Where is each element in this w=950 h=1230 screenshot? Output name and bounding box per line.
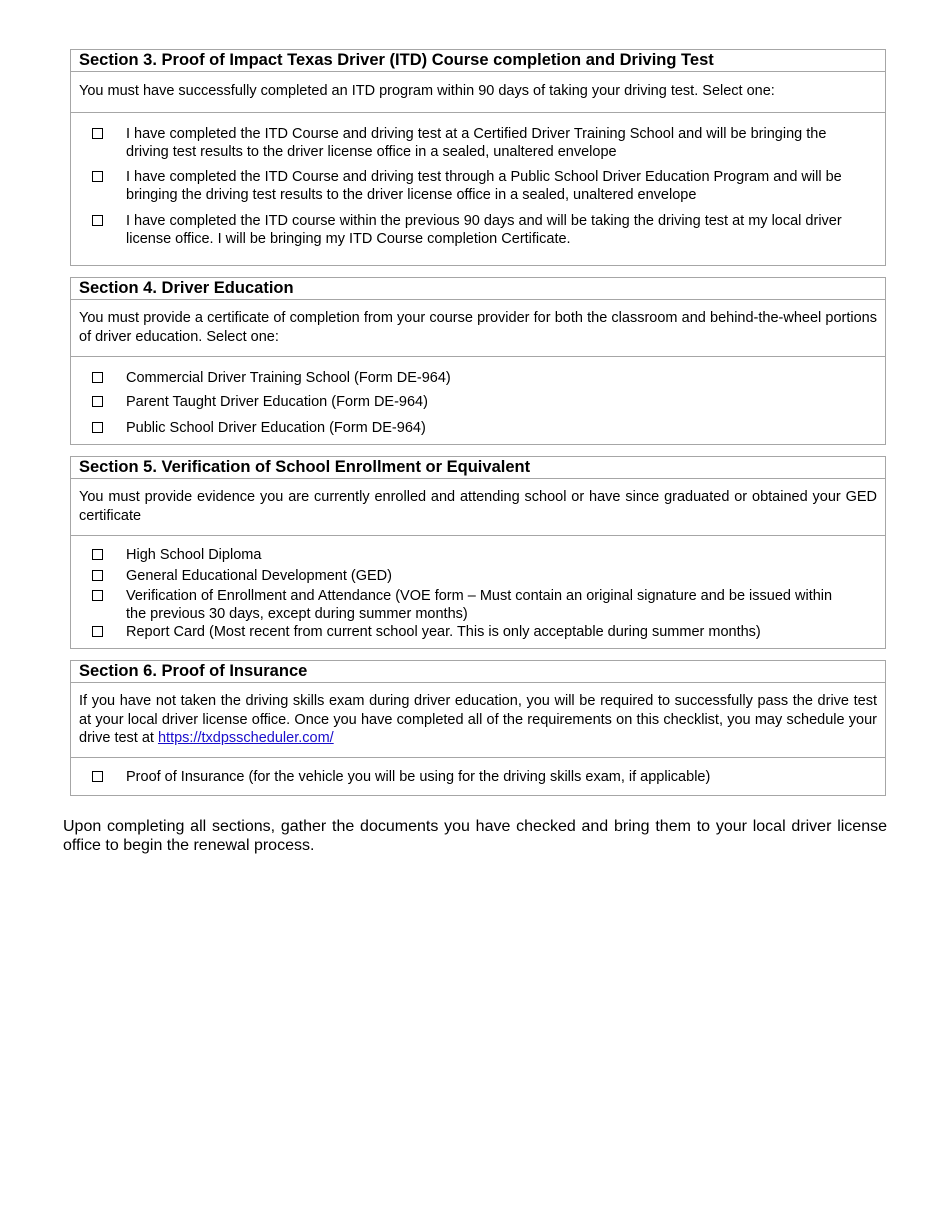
section-6-title: Section 6. Proof of Insurance — [71, 661, 885, 683]
checkbox[interactable] — [92, 215, 103, 226]
section-4-title: Section 4. Driver Education — [71, 278, 885, 300]
option-label: Report Card (Most recent from current school year. This is only acceptable during summer months) — [126, 624, 761, 640]
section-3-intro: You must have successfully completed an ITD program within 90 days of taking your driving test. Select one: — [71, 72, 885, 113]
checkbox[interactable] — [92, 590, 103, 601]
section-6-intro-text: If you have not taken the driving skills exam during driver education, you will be required to successfully pass the drive test at your local driver license office. Once you have completed all of the requirements on this checklist, you may schedule your drive test at — [79, 693, 877, 746]
section-5-intro: You must provide evidence you are currently enrolled and attending school or have since graduated or obtained your GED certificate — [71, 479, 885, 536]
section-5 — [70, 456, 886, 649]
option-label: High School Diploma — [126, 547, 262, 563]
section-3 — [70, 49, 886, 266]
option-label: I have completed the ITD Course and driving test at a Certified Driver Training School and will be bringing the driving test results to the driver license office in a sealed, unaltered envelope — [126, 125, 827, 160]
checkbox[interactable] — [92, 372, 103, 383]
option-label: Proof of Insurance (for the vehicle you will be using for the driving skills exam, if applicable) — [126, 768, 711, 785]
checkbox[interactable] — [92, 396, 103, 407]
section-5-title: Section 5. Verification of School Enrollment or Equivalent — [71, 457, 885, 479]
section-6 — [70, 660, 886, 796]
checkbox[interactable] — [92, 570, 103, 581]
option-label: General Educational Development (GED) — [126, 568, 392, 584]
option-label: I have completed the ITD course within the previous 90 days and will be taking the driving test at my local driver license office. I will be bringing my ITD Course completion Certificate. — [126, 212, 842, 247]
option-label: Public School Driver Education (Form DE-964) — [126, 420, 426, 436]
checkbox[interactable] — [92, 171, 103, 182]
option-label: I have completed the ITD Course and driving test through a Public School Driver Education Program and will be bringing the driving test results to the driver license office in a sealed, unaltered envelope — [126, 168, 842, 203]
checkbox[interactable] — [92, 422, 103, 433]
checkbox[interactable] — [92, 128, 103, 139]
section-6-intro — [71, 683, 885, 758]
option-label: Commercial Driver Training School (Form DE-964) — [126, 370, 451, 386]
option-label: Parent Taught Driver Education (Form DE-964) — [126, 394, 428, 410]
checkbox[interactable] — [92, 549, 103, 560]
checkbox[interactable] — [92, 771, 103, 782]
section-3-title: Section 3. Proof of Impact Texas Driver (ITD) Course completion and Driving Test — [71, 50, 885, 72]
scheduler-link[interactable]: https://txdpsscheduler.com/ — [157, 730, 334, 746]
section-4 — [70, 277, 886, 445]
checkbox[interactable] — [92, 626, 103, 637]
section-4-intro: You must provide a certificate of completion from your course provider for both the classroom and behind-the-wheel portions of driver education. Select one: — [71, 300, 885, 357]
closing-paragraph: Upon completing all sections, gather the documents you have checked and bring them to your local driver license office to begin the renewal process. — [63, 818, 887, 854]
option-label: Verification of Enrollment and Attendance (VOE form – Must contain an original signature and be issued within the previous 30 days, except during summer months) — [126, 588, 833, 622]
